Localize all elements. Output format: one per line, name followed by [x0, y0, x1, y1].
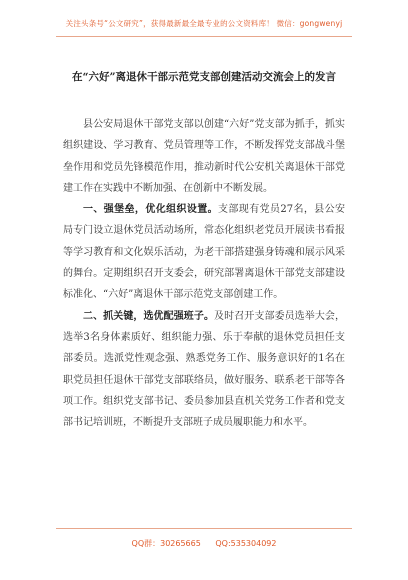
paragraph-intro — [63, 114, 345, 199]
footer-qq: QQ:535304092 — [215, 539, 277, 548]
footer-contact — [0, 538, 408, 549]
paragraph-section-1 — [63, 199, 345, 305]
header-divider — [56, 36, 352, 37]
paragraph-section-2 — [63, 306, 345, 434]
header-banner: 关注头条号“公文研究”，获得最新最全最专业的公文资料库！ 微信：gongwenyj — [65, 19, 343, 28]
section-heading: 二、抓关键，选优配强班子。 — [83, 310, 215, 322]
document-title: 在“六好”离退休干部示范党支部创建活动交流会上的发言 — [71, 71, 337, 83]
paragraph-text: 及时召开支部委员选举大会，选举3名身体素质好、组织能力强、乐于奉献的退休党员担任支部委员。选派党性观念强、熟悉党务工作、服务意识好的1名在职党员担任退休干部党支部联络员，做好服务、联系老干部等各项工作。组织党支部书记、委员参加县直机关党务工作者和党支部书记培训班，不断提升支部班子成员履职能力和水平。 — [63, 310, 346, 429]
footer-divider — [56, 528, 352, 529]
document-body — [63, 114, 345, 433]
section-heading: 一、强堡垒，优化组织设置。 — [83, 204, 219, 216]
paragraph-text: 支部现有党员27名，县公安局专门设立退休党员活动场所，常态化组织老党员开展读书看报等学习教育和文化娱乐活动，为老干部搭建强身铸魂和展示风采的舞台。定期组织召开支委会，研究部署离退休干部党支部建设标准化、“六好”离退休干部示范党支部创建工作。 — [63, 204, 346, 301]
footer-qq-group: QQ群：30265665 — [131, 539, 201, 548]
paragraph-text: 县公安局退休干部党支部以创建“六好”党支部为抓手，抓实组织建设、学习教育、党员管理等工作，不断发挥党支部战斗堡垒作用和党员先锋模范作用，推动新时代公安机关离退休干部党建工作在实践中不断加强、在创新中不断发展。 — [63, 119, 345, 194]
